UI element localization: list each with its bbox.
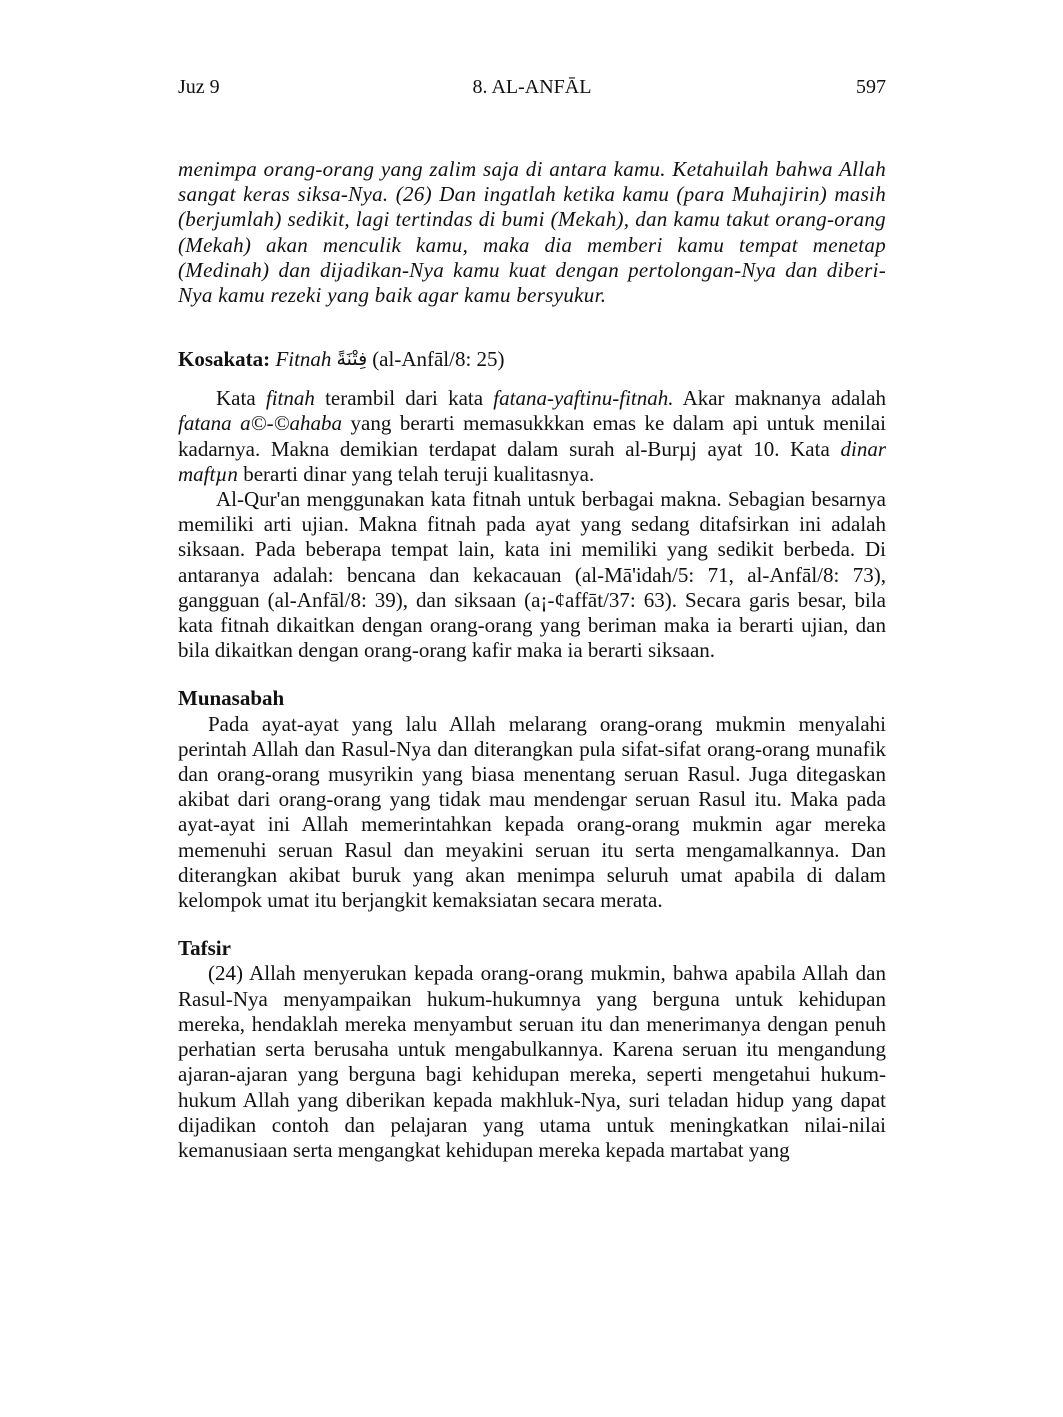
kosakata-line — [178, 345, 886, 373]
juz-label: Juz 9 — [178, 76, 220, 98]
tafsir-paragraph: (24) Allah menyerukan kepada orang-orang mukmin, bahwa apabila Allah dan Rasul-Nya menyampaikan hukum-hukumnya yang berguna untuk kehidupan mereka, hendaklah mereka menyambut seruan itu dan menerimanya dengan penuh perhatian serta berusaha untuk mengabulkannya. Karena seruan itu mengandung ajaran-ajaran yang berguna bagi kehidupan mereka, seperti mengetahui hukum-hukum Allah yang diberikan kepada makhluk-Nya, suri teladan hidup yang dapat dijadikan contoh dan pelajaran yang utama untuk meningkatkan nilai-nilai kemanusiaan serta mengangkat kehidupan mereka kepada martabat yang — [178, 961, 886, 1162]
kosakata-paragraph-1: Kata fitnah terambil dari kata fatana-yaftinu-fitnah. Akar maknanya adalah fatana a©-©ahaba yang berarti memasukkkan emas ke dalam api untuk menilai kadarnya. Makna demikian terdapat dalam surah al-Burµj ayat 10. Kata dinar maftµn berarti dinar yang telah teruji kualitasnya. — [178, 386, 887, 486]
page-body — [178, 157, 886, 1163]
kosakata-paragraph-2: Al-Qur'an menggunakan kata fitnah untuk berbagai makna. Sebagian besarnya memiliki arti ujian. Makna fitnah pada ayat yang sedang ditafsirkan ini adalah siksaan. Pada beberapa tempat lain, kata ini memiliki yang sedikit berbeda. Di antaranya adalah: bencana dan kekacauan (al-Mā'idah/5: 71, al-Anfāl/8: 73), gangguan (al-Anfāl/8: 39), dan siksaan (a¡-¢affāt/37: 63). Secara garis besar, bila kata fitnah dikaitkan dengan orang-orang yang beriman maka ia berarti ujian, dan bila dikaitkan dengan orang-orang kafir maka ia berarti siksaan. — [178, 487, 886, 663]
munasabah-paragraph: Pada ayat-ayat yang lalu Allah melarang orang-orang mukmin menyalahi perintah Allah dan Rasul-Nya dan diterangkan pula sifat-sifat orang-orang munafik dan orang-orang musyrikin yang biasa menentang seruan Rasul. Juga ditegaskan akibat dari orang-orang yang tidak mau mendengar seruan Rasul itu. Maka pada ayat-ayat ini Allah memerintahkan kepada orang-orang mukmin agar mereka memenuhi seruan Rasul dan meyakini seruan itu serta mengamalkannya. Dan diterangkan akibat buruk yang akan menimpa seluruh umat apabila di dalam kelompok umat itu berjangkit kemaksiatan secara merata. — [178, 711, 886, 913]
page-number: 597 — [856, 76, 886, 98]
kosakata-term: Fitnah — [275, 347, 332, 372]
kosakata-reference: (al-Anfāl/8: 25) — [372, 347, 505, 372]
kosakata-arabic: فِتْنَةً — [336, 348, 368, 371]
page-header — [178, 76, 886, 100]
surah-title: 8. AL-ANFĀL — [472, 76, 592, 98]
munasabah-heading: Munasabah — [178, 686, 285, 711]
tafsir-heading: Tafsir — [178, 936, 231, 961]
kosakata-label: Kosakata: — [178, 347, 271, 372]
verse-translation: menimpa orang-orang yang zalim saja di antara kamu. Ketahuilah bahwa Allah sangat keras siksa-Nya. (26) Dan ingatlah ketika kamu (para Muhajirin) masih (berjumlah) sedikit, lagi tertindas di bumi (Mekah), dan kamu takut orang-orang (Mekah) akan menculik kamu, maka dia memberi kamu tempat menetap (Medinah) dan dijadikan-Nya kamu kuat dengan pertolongan-Nya dan diberi-Nya kamu rezeki yang baik agar kamu bersyukur. — [178, 157, 886, 308]
